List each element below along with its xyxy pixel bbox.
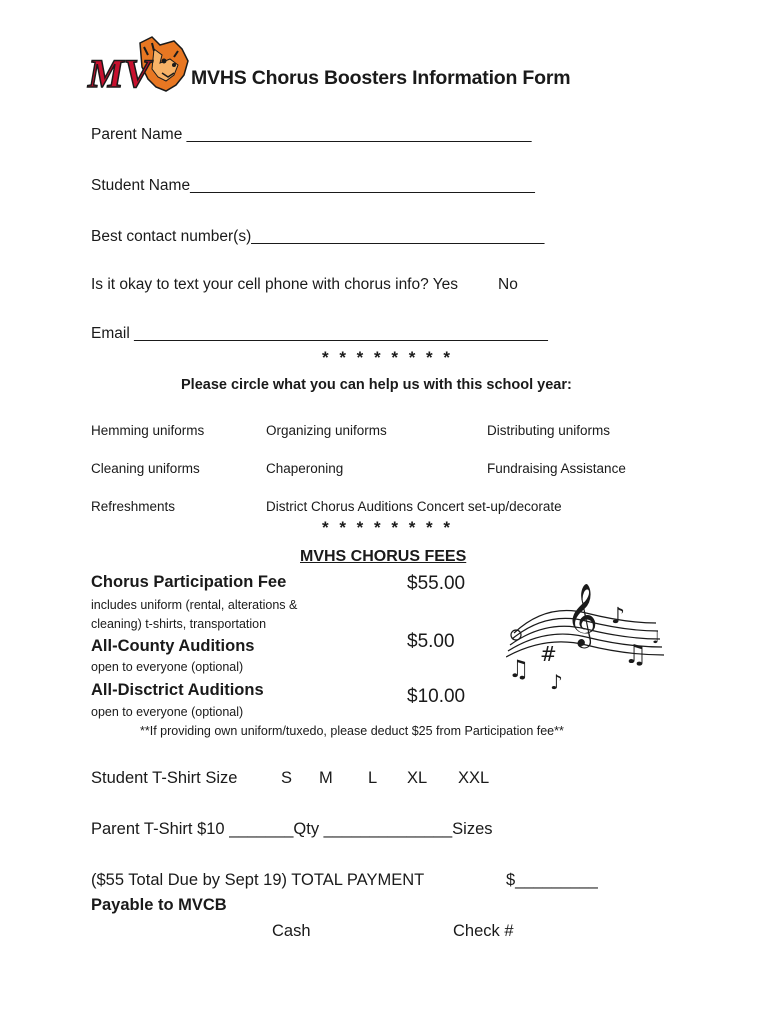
svg-text:♩: ♩ bbox=[652, 628, 660, 647]
fees-title: MVHS CHORUS FEES bbox=[300, 548, 467, 565]
fee-district-name: All-Disctrict Auditions bbox=[91, 681, 264, 699]
payment-check-option[interactable]: Check # bbox=[453, 922, 514, 940]
student-tshirt-label: Student T-Shirt Size bbox=[91, 769, 238, 787]
fee-participation-price: $55.00 bbox=[407, 573, 466, 594]
size-option-xxl[interactable]: XXL bbox=[458, 769, 490, 787]
option-fundraising[interactable]: Fundraising Assistance bbox=[487, 461, 626, 476]
size-option-m[interactable]: M bbox=[319, 769, 333, 787]
svg-text:♪: ♪ bbox=[611, 604, 626, 629]
text-permission-question[interactable]: Is it okay to text your cell phone with chorus info? Yes bbox=[91, 276, 459, 293]
size-option-l[interactable]: L bbox=[368, 769, 378, 787]
svg-text:♪: ♪ bbox=[550, 670, 563, 693]
option-distributing[interactable]: Distributing uniforms bbox=[487, 423, 611, 438]
stars-divider-2: * * * * * * * * bbox=[322, 518, 453, 537]
fee-participation-desc-2: cleaning) t-shirts, transportation bbox=[91, 617, 267, 631]
parent-tshirt-field[interactable]: Parent T-Shirt $10 _______Qty ______________Sizes bbox=[91, 820, 493, 838]
mv-tiger-logo bbox=[82, 35, 192, 107]
total-payment-label: ($55 Total Due by Sept 19) TOTAL PAYMENT bbox=[91, 871, 425, 889]
payable-to: Payable to MVCB bbox=[91, 896, 227, 914]
text-permission-no[interactable]: No bbox=[498, 276, 518, 293]
help-heading: Please circle what you can help us with this school year: bbox=[181, 377, 572, 393]
fee-district-price: $10.00 bbox=[407, 686, 466, 707]
svg-text:MV: MV bbox=[88, 51, 151, 96]
contact-number-field[interactable]: Best contact number(s)__________________________________ bbox=[91, 228, 545, 245]
option-refreshments[interactable]: Refreshments bbox=[91, 499, 176, 514]
option-chaperoning[interactable]: Chaperoning bbox=[266, 461, 344, 476]
parent-name-field[interactable]: Parent Name ________________________________________ bbox=[91, 126, 532, 143]
option-organizing[interactable]: Organizing uniforms bbox=[266, 423, 387, 438]
fee-county-price: $5.00 bbox=[407, 631, 455, 652]
svg-text:♫: ♫ bbox=[624, 640, 648, 670]
size-option-s[interactable]: S bbox=[281, 769, 293, 787]
fee-participation-desc-1: includes uniform (rental, alterations & bbox=[91, 598, 298, 612]
form-title: MVHS Chorus Boosters Information Form bbox=[191, 67, 571, 89]
total-payment-amount-field[interactable]: $_________ bbox=[506, 871, 598, 889]
stars-divider: * * * * * * * * bbox=[322, 348, 453, 367]
fee-county-name: All-County Auditions bbox=[91, 637, 255, 655]
fee-county-desc: open to everyone (optional) bbox=[91, 660, 244, 674]
svg-text:𝄞: 𝄞 bbox=[566, 583, 598, 646]
fee-district-desc: open to everyone (optional) bbox=[91, 705, 244, 719]
svg-text:♫: ♫ bbox=[508, 655, 530, 683]
payment-cash-option[interactable]: Cash bbox=[272, 922, 311, 940]
fee-participation-name: Chorus Participation Fee bbox=[91, 573, 287, 591]
size-option-xl[interactable]: XL bbox=[407, 769, 428, 787]
uniform-deduction-note: **If providing own uniform/tuxedo, please deduct $25 from Participation fee** bbox=[140, 724, 564, 738]
email-field[interactable]: Email ________________________________________________ bbox=[91, 325, 548, 342]
option-district-concert[interactable]: District Chorus Auditions Concert set-up/decorate bbox=[266, 499, 562, 514]
svg-text:#: # bbox=[540, 642, 557, 666]
music-notes-icon bbox=[506, 573, 666, 693]
student-name-field[interactable]: Student Name________________________________________ bbox=[91, 177, 535, 194]
option-cleaning[interactable]: Cleaning uniforms bbox=[91, 461, 200, 476]
option-hemming[interactable]: Hemming uniforms bbox=[91, 423, 205, 438]
